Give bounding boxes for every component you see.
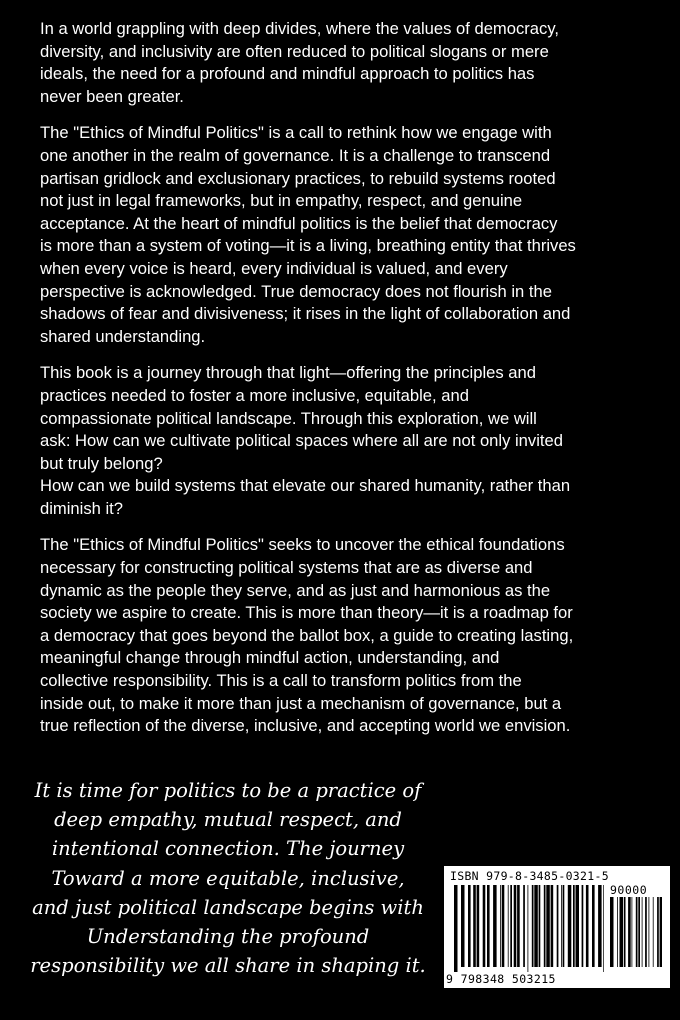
barcode-bar <box>517 885 520 967</box>
barcode-bar <box>514 885 517 967</box>
blurb-line: compassionate political landscape. Through this exploration, we will <box>40 408 537 428</box>
barcode-bar <box>628 897 631 967</box>
barcode-bar <box>638 897 640 967</box>
quote-line: Understanding the profound <box>86 925 370 949</box>
barcode-bar <box>573 885 575 967</box>
barcode-bar <box>502 885 505 967</box>
blurb-line: This book is a journey through that light—offering the principles and <box>40 363 536 383</box>
blurb-line: never been greater. <box>40 86 184 106</box>
price-addon-number: 90000 <box>610 883 648 897</box>
blurb-line: shared understanding. <box>40 326 206 346</box>
blurb-line: dynamic as the people they serve, and as just and harmonious as the <box>40 580 551 600</box>
barcode-bar <box>551 885 554 967</box>
quote-line: Toward a more equitable, inclusive, <box>51 866 405 890</box>
quote-line: and just political landscape begins with <box>32 895 424 919</box>
barcode-bar <box>563 885 565 967</box>
barcode-bar <box>483 885 486 967</box>
blurb-line: practices needed to foster a more inclusive, equitable, and <box>40 385 469 405</box>
barcode-bar <box>610 897 614 967</box>
barcode-bar <box>534 885 538 967</box>
blurb-line: one another in the realm of governance. It is a challenge to transcend <box>40 145 551 165</box>
ean-barcode-bars <box>454 885 604 975</box>
blurb-line: is more than a system of voting—it is a living, breathing entity that thrives <box>40 236 576 256</box>
barcode-bar <box>620 897 624 967</box>
blurb-line: not just in legal frameworks, but in empathy, respect, and genuine <box>40 191 523 211</box>
barcode-bar <box>657 897 659 967</box>
blurb-line: collective responsibility. This is a call to transform politics from the <box>40 671 522 691</box>
blurb-line: acceptance. At the heart of mindful politics is the belief that democracy <box>40 213 558 233</box>
barcode-bar <box>603 885 604 975</box>
addon-barcode-bars <box>610 897 662 975</box>
quote-line: It is time for politics to be a practice of <box>34 779 422 802</box>
barcode-bar <box>586 885 589 967</box>
blurb-line: ideals, the need for a profound and mindful approach to politics has <box>40 64 535 84</box>
barcode-bar <box>592 885 595 967</box>
blurb-line: necessary for constructing political systems that are as diverse and <box>40 558 533 578</box>
barcode-bar <box>636 897 638 967</box>
blurb-line: ask: How can we cultivate political spaces where all are not only invited <box>40 431 563 451</box>
blurb-line: In a world grappling with deep divides, where the values of democracy, <box>40 19 559 38</box>
blurb-line: The "Ethics of Mindful Politics" seeks to uncover the ethical foundations <box>40 535 565 555</box>
quote-line: deep empathy, mutual respect, and <box>54 808 402 832</box>
barcode-bar <box>598 885 602 967</box>
barcode-bar <box>582 885 584 967</box>
barcode-bar <box>473 885 476 967</box>
blurb-line: diversity, and inclusivity are often reduced to political slogans or mere <box>40 41 549 61</box>
barcode-bar <box>617 897 618 967</box>
blurb-paragraph <box>40 122 640 348</box>
barcode-bar <box>539 885 541 967</box>
barcode-bar <box>468 885 471 967</box>
blurb-line: when every voice is heard, every individual is valued, and every <box>40 258 508 278</box>
barcode-bar <box>568 885 572 967</box>
blurb-line: meaningful change through mindful action, understanding, and <box>40 648 500 668</box>
blurb-line: a democracy that goes beyond the ballot box, a guide to creating lasting, <box>40 625 574 645</box>
barcode-bar <box>532 885 534 967</box>
barcode-bar <box>576 885 580 967</box>
barcode-bar <box>546 885 550 967</box>
barcode-bar <box>642 897 643 967</box>
barcode-bar <box>528 885 529 975</box>
blurb-text <box>40 18 640 752</box>
blurb-line: How can we build systems that elevate our shared humanity, rather than <box>40 476 571 496</box>
blurb-line: shadows of fear and divisiveness; it rises in the light of collaboration and <box>40 304 571 324</box>
barcode-bar <box>477 885 480 967</box>
barcode-bar <box>645 897 647 967</box>
blurb-line: inside out, to make it more than just a mechanism of governance, but a <box>40 693 562 713</box>
barcode-bar <box>544 885 546 967</box>
blurb-paragraph <box>40 362 640 520</box>
quote-line: responsibility we all share in shaping it. <box>30 954 426 978</box>
barcode-bar <box>487 885 490 967</box>
blurb-line: true reflection of the diverse, inclusive, and accepting world we envision. <box>40 716 571 736</box>
barcode-bar <box>510 885 512 967</box>
ean-digits: 9 798348 503215 <box>446 972 606 986</box>
barcode-bar <box>649 897 650 967</box>
barcode-bar <box>523 885 525 967</box>
blurb-line: society we aspire to create. This is more than theory—it is a roadmap for <box>40 603 573 623</box>
barcode-bar <box>500 885 501 967</box>
blurb-line: diminish it? <box>40 498 124 518</box>
barcode-bar <box>461 885 465 967</box>
isbn-barcode <box>444 866 670 988</box>
barcode-bar <box>561 885 562 967</box>
blurb-line: perspective is acknowledged. True democracy does not flourish in the <box>40 281 552 301</box>
barcode-bar <box>508 885 509 967</box>
blurb-line: The "Ethics of Mindful Politics" is a call to rethink how we engage with <box>40 123 552 143</box>
barcode-bar <box>454 885 458 975</box>
blurb-paragraph <box>40 534 640 737</box>
blurb-line: partisan gridlock and exclusionary practices, to rebuild systems rooted <box>40 168 556 188</box>
barcode-bar <box>624 897 626 967</box>
blurb-paragraph <box>40 18 640 108</box>
isbn-number: ISBN 979-8-3485-0321-5 <box>450 869 609 883</box>
barcode-bar <box>660 897 662 967</box>
quote-line: intentional connection. The journey <box>51 837 405 861</box>
barcode-bar <box>632 897 633 967</box>
barcode-bar <box>653 897 654 967</box>
blurb-line: but truly belong? <box>40 453 163 473</box>
pull-quote <box>28 776 428 980</box>
barcode-bar <box>493 885 497 967</box>
barcode-bar <box>557 885 559 967</box>
